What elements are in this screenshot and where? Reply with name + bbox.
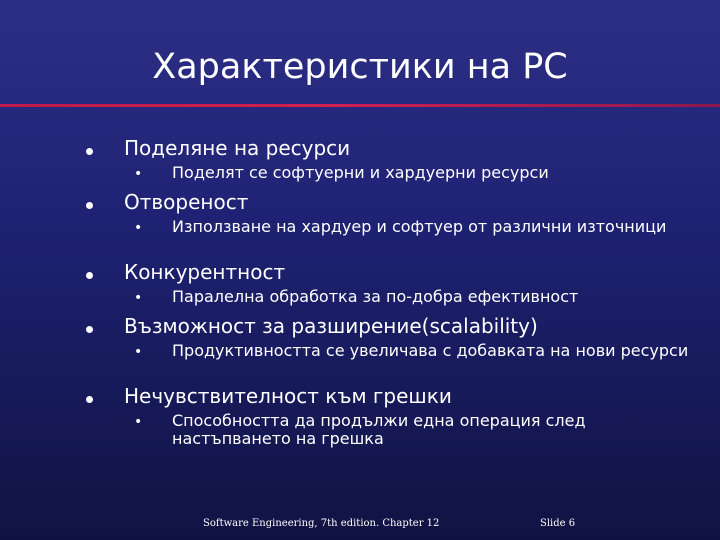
bullet-resource-sharing: Поделяне на ресурси <box>124 136 351 160</box>
sub-bullet-marker: • <box>134 220 143 236</box>
bullet-dot <box>86 326 93 333</box>
sub-bullet-marker: • <box>134 414 143 430</box>
sub-bullet-scalability: Продуктивността се увеличава с добавката на нови ресурси <box>172 341 689 360</box>
sub-bullet-concurrency: Паралелна обработка за по-добра ефективност <box>172 287 579 306</box>
slide-title: Характеристики на РС <box>152 47 568 87</box>
sub-bullet-fault-tolerance: Способността да продължи една операция след настъпването на грешка <box>172 411 586 448</box>
bullet-dot <box>86 202 93 209</box>
bullet-openness: Отвореност <box>124 190 249 214</box>
bullet-dot <box>86 272 93 279</box>
title-underline <box>0 104 720 107</box>
bullet-scalability: Възможност за разширение(scalability) <box>124 314 538 338</box>
sub-bullet-marker: • <box>134 344 143 360</box>
bullet-dot <box>86 148 93 155</box>
sub-bullet-openness: Използване на хардуер и софтуер от различни източници <box>172 217 667 236</box>
sub-bullet-marker: • <box>134 290 143 306</box>
bullet-dot <box>86 396 93 403</box>
footer-slide-number: Slide 6 <box>540 518 576 529</box>
bullet-fault-tolerance: Нечувствителност към грешки <box>124 384 452 408</box>
sub-bullet-resource-sharing: Поделят се софтуерни и хардуерни ресурси <box>172 163 549 182</box>
bullet-concurrency: Конкурентност <box>124 260 286 284</box>
sub-bullet-marker: • <box>134 166 143 182</box>
footer-course-info: Software Engineering, 7th edition. Chapter 12 <box>203 518 440 529</box>
